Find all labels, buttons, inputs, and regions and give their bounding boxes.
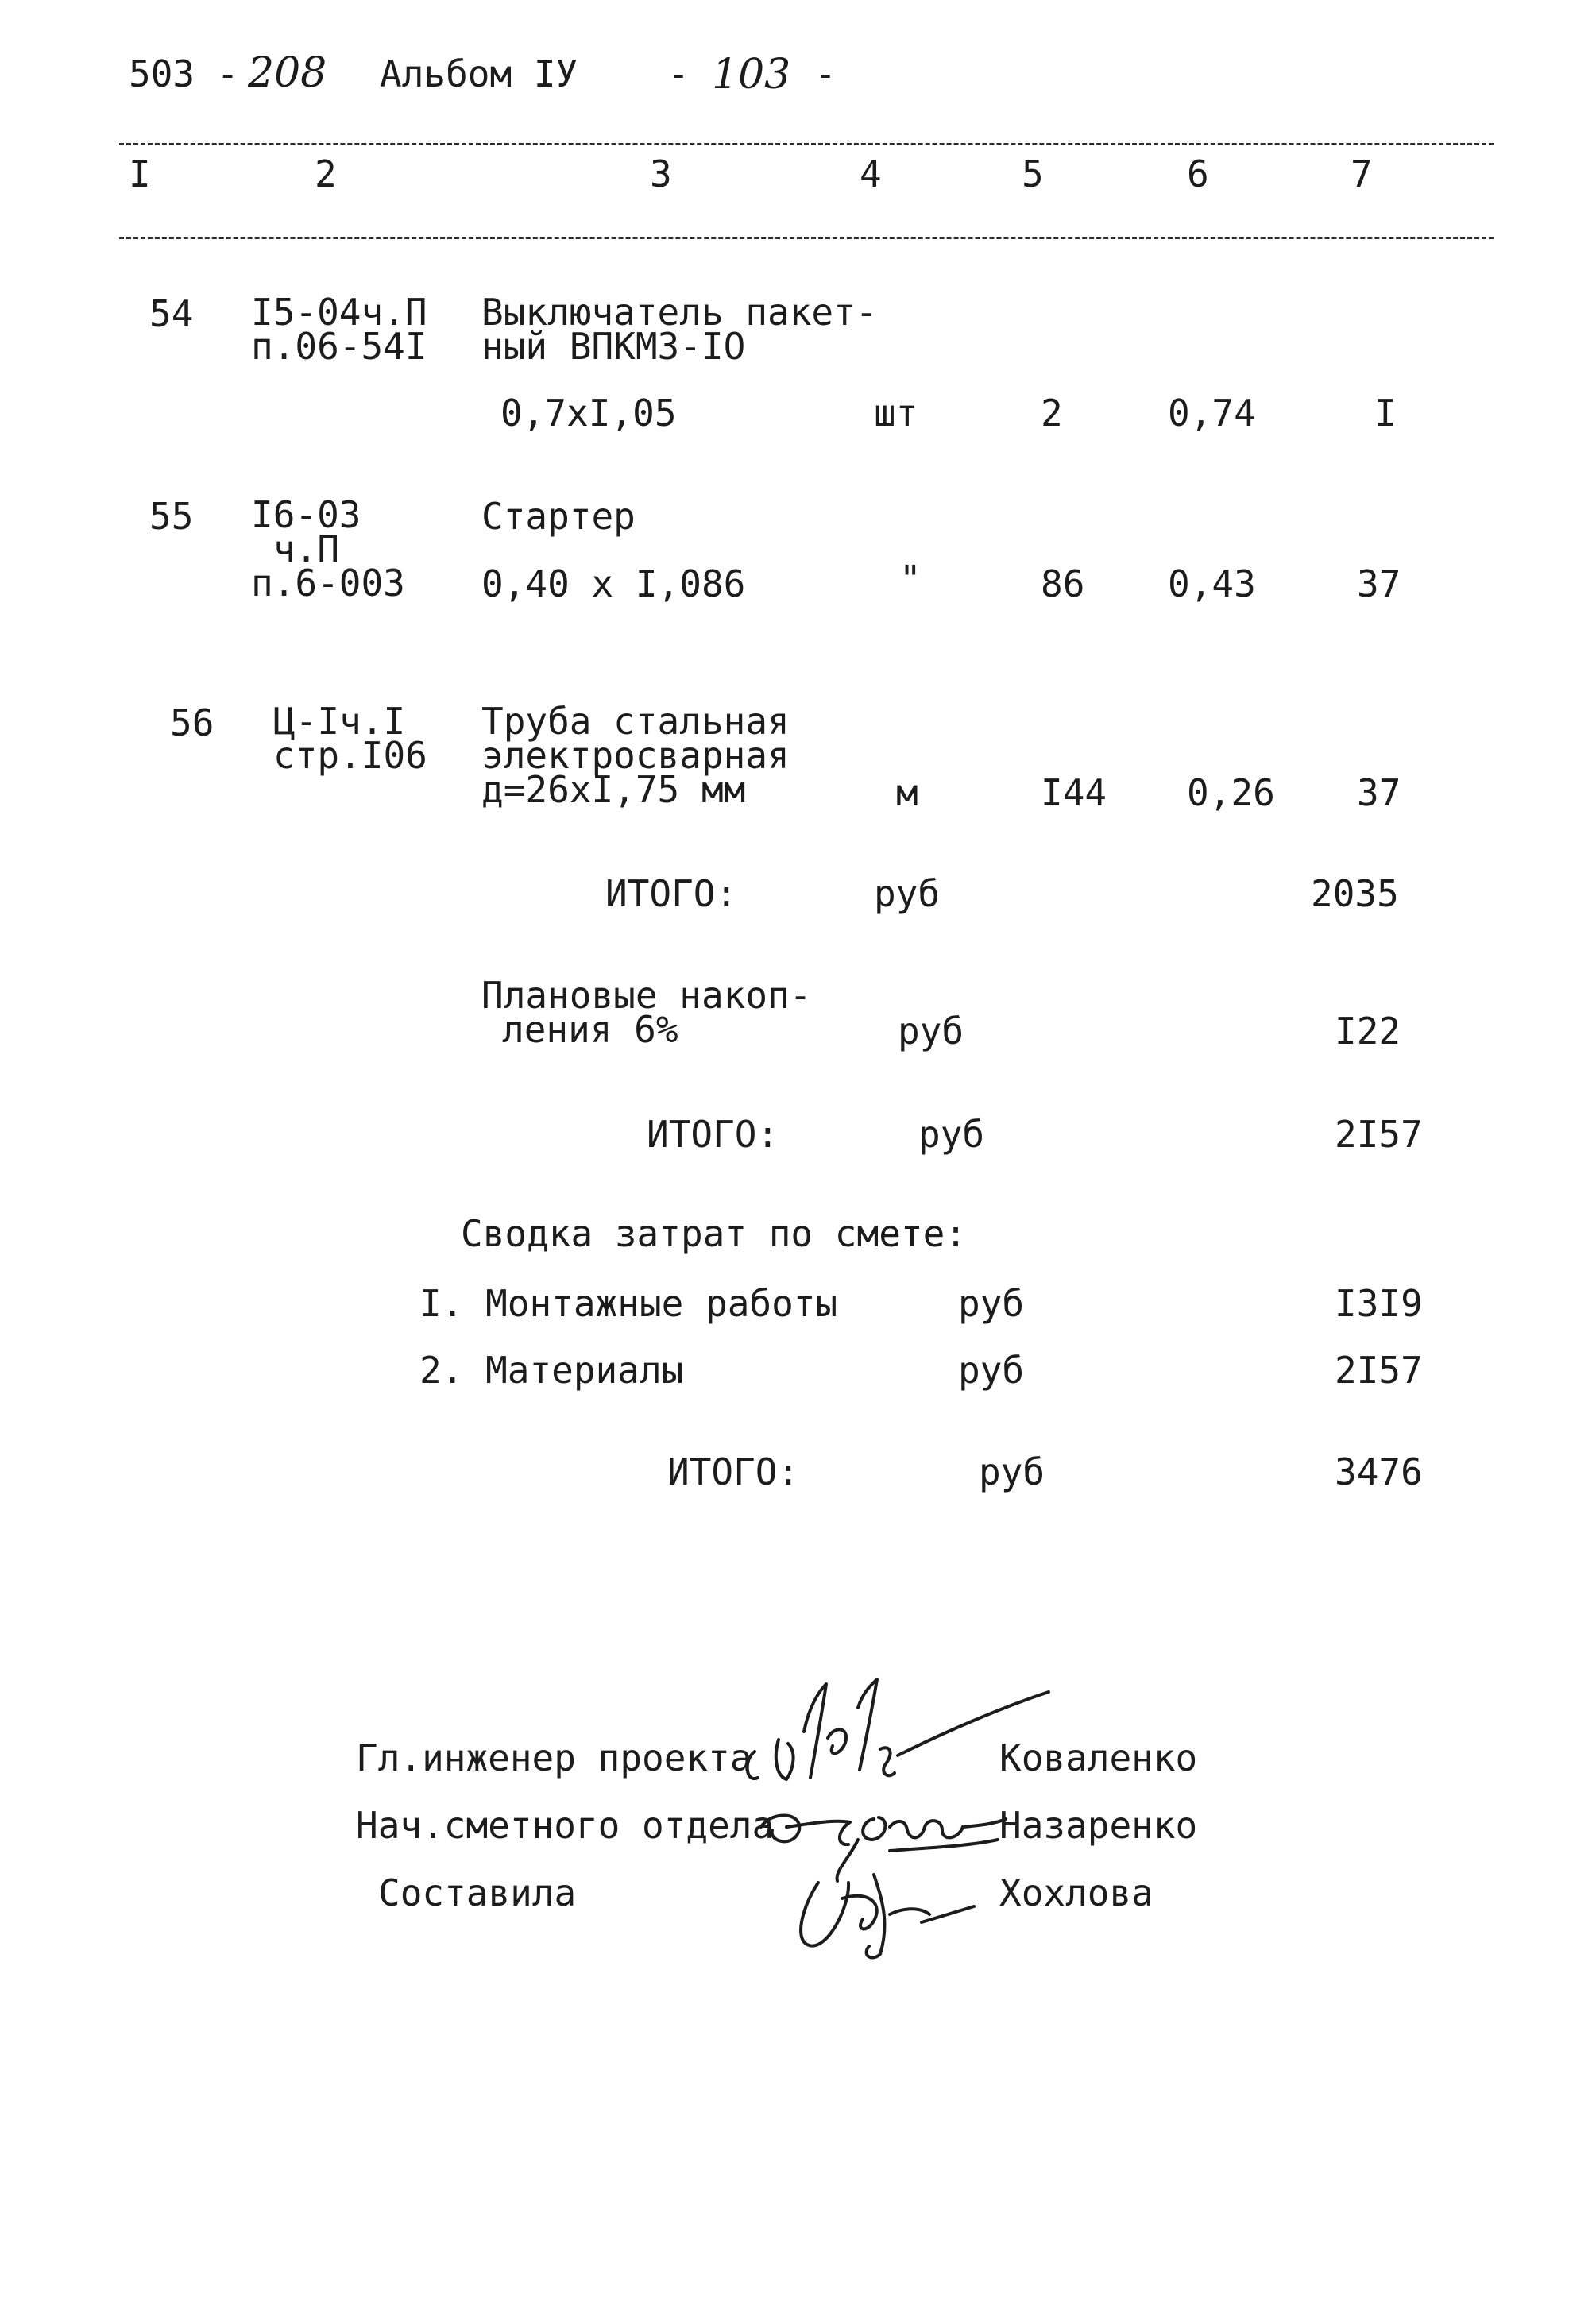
rate-code-line: I6-03: [251, 493, 361, 536]
item-total: 37: [1357, 771, 1401, 814]
subtotal-value: 2035: [1311, 872, 1399, 915]
item-name: Стартер: [481, 495, 636, 538]
item-unit-ditto: ": [899, 558, 922, 601]
item-name-line: д=26xI,75 мм: [481, 768, 746, 812]
row-number: 54: [149, 292, 194, 335]
column-header-3: 3: [650, 153, 672, 195]
rate-code-line: стр.I06: [273, 734, 427, 778]
album-label: Альбом IУ: [380, 52, 578, 95]
subtotal-unit: руб: [874, 872, 941, 915]
item-quantity: 2: [1041, 392, 1063, 434]
doc-number: 503 -: [129, 52, 239, 95]
subtotal-value: 2I57: [1335, 1113, 1423, 1156]
column-header-4: 4: [860, 153, 882, 195]
signature-role: Составила: [378, 1871, 577, 1914]
item-name-line: Труба стальная: [481, 700, 790, 743]
planned-savings-label: [481, 974, 812, 1052]
signature-role: Гл.инженер проекта: [356, 1736, 752, 1779]
column-header-7: 7: [1351, 153, 1373, 195]
doc-number-handwritten: 208: [248, 49, 327, 97]
item-name-line: ный ВПКМЗ-IO: [481, 325, 746, 369]
column-header-2: 2: [315, 153, 337, 195]
page-dash-left: -: [667, 52, 690, 95]
planned-savings-value: I22: [1335, 1010, 1401, 1052]
summary-item-unit: руб: [958, 1349, 1025, 1392]
summary-title: Сводка затрат по смете:: [461, 1212, 967, 1255]
rate-code: [251, 493, 405, 605]
grand-total-label: ИТОГО:: [667, 1450, 800, 1493]
item-name: [481, 291, 878, 369]
item-unit: шт: [874, 392, 918, 434]
rate-code-line: I5-04ч.П: [251, 291, 427, 334]
rate-code-line: п.06-54I: [251, 325, 427, 369]
summary-item-label: I. Монтажные работы: [419, 1282, 838, 1325]
signature-role: Нач.сметного отдела: [356, 1804, 775, 1847]
item-price: 0,26: [1187, 771, 1275, 814]
signature-khokhlova-icon: [786, 1851, 977, 1962]
item-dimensions: 0,40 x I,086: [481, 562, 746, 605]
column-header-6: 6: [1187, 153, 1209, 195]
item-total: 37: [1357, 562, 1401, 605]
column-header-1: I: [129, 153, 151, 195]
summary-item-value: 2I57: [1335, 1349, 1423, 1392]
item-unit: м: [896, 771, 918, 814]
item-quantity: 86: [1041, 562, 1085, 605]
planned-savings-line: ления 6%: [502, 1008, 678, 1052]
grand-total-value: 3476: [1335, 1450, 1423, 1493]
rate-code-line: Ц-Iч.I: [273, 700, 406, 743]
rate-code-line: ч.П: [273, 527, 340, 571]
table-rule-top: [119, 143, 1494, 145]
table-rule-bottom: [119, 237, 1494, 239]
planned-savings-line: Плановые накоп-: [481, 974, 812, 1017]
summary-item-label: 2. Материалы: [419, 1349, 684, 1392]
signature-name: Коваленко: [999, 1736, 1198, 1779]
item-price: 0,74: [1168, 392, 1256, 434]
planned-savings-unit: руб: [898, 1010, 964, 1052]
item-name-line: Выключатель пакет-: [481, 291, 878, 334]
grand-total-unit: руб: [979, 1450, 1045, 1493]
rate-code: [273, 700, 427, 778]
column-header-5: 5: [1022, 153, 1044, 195]
summary-item-unit: руб: [958, 1282, 1025, 1325]
item-price: 0,43: [1168, 562, 1256, 605]
row-number: 55: [149, 495, 194, 538]
page-number-handwritten: 103: [712, 51, 791, 98]
item-name: [481, 700, 790, 812]
subtotal-label: ИТОГО:: [605, 872, 738, 915]
item-name-line: электросварная: [481, 734, 790, 778]
page-dash-right: -: [814, 52, 837, 95]
signature-name: Назаренко: [999, 1804, 1198, 1847]
signature-name: Хохлова: [999, 1871, 1154, 1914]
item-dimensions: 0,7xI,05: [500, 392, 677, 434]
subtotal-unit: руб: [918, 1113, 985, 1156]
summary-item-value: I3I9: [1335, 1282, 1423, 1325]
rate-code-line: п.6-003: [251, 562, 405, 605]
row-number: 56: [170, 701, 214, 744]
item-total: I: [1374, 392, 1397, 434]
rate-code: [251, 291, 427, 369]
item-quantity: I44: [1041, 771, 1107, 814]
signature-kovalenko-icon: [739, 1676, 1057, 1795]
subtotal-label: ИТОГО:: [647, 1113, 779, 1156]
